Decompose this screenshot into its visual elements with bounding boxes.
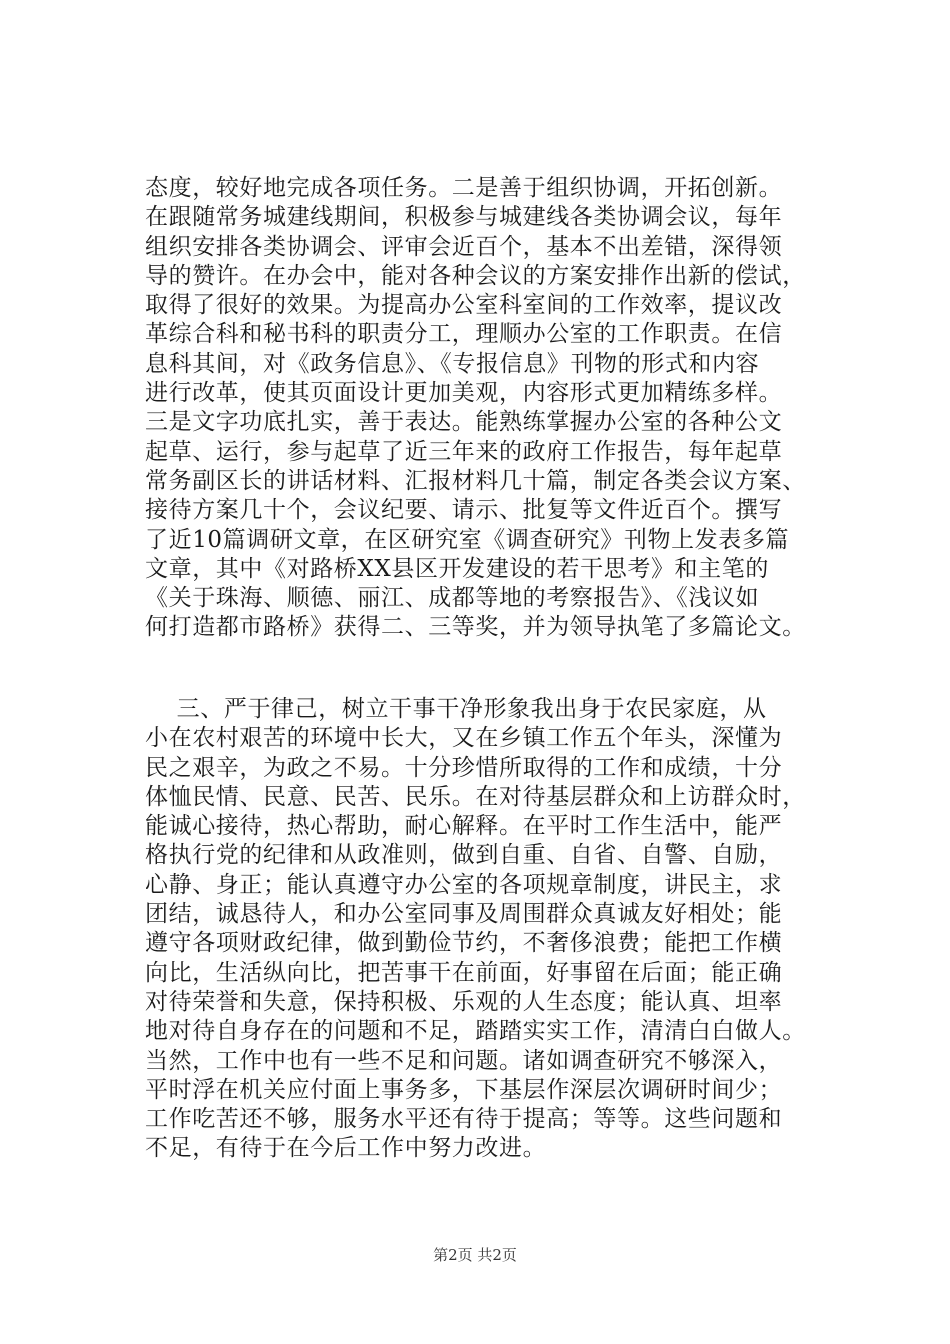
paragraph-line: 起草、运行，参与起草了近三年来的政府工作报告，每年起草 <box>145 438 783 465</box>
page-footer <box>0 1244 950 1265</box>
paragraph-line: 遵守各项财政纪律，做到勤俭节约，不奢侈浪费；能把工作横 <box>145 930 783 957</box>
paragraph-line: 文章，其中《对路桥XX县区开发建设的若干思考》和主笔的 <box>145 555 769 582</box>
paragraph-line: 常务副区长的讲话材料、汇报材料几十篇，制定各类会议方案、 <box>145 467 806 494</box>
paragraph-line: 态度，较好地完成各项任务。二是善于组织协调，开拓创新。 <box>145 175 783 201</box>
paragraph-line: 三、严于律己，树立干事干净形象我出身于农民家庭，从 <box>145 696 767 722</box>
paragraph-line: 《关于珠海、顺德、丽江、成都等地的考察报告》、《浅议如 <box>145 585 760 612</box>
paragraph-line: 格执行党的纪律和从政准则，做到自重、自省、自警、自励， <box>145 842 783 869</box>
paragraph-line: 当然，工作中也有一些不足和问题。诸如调查研究不够深入， <box>145 1047 783 1074</box>
paragraph-line: 何打造都市路桥》获得二、三等奖，并为领导执笔了多篇论文。 <box>145 614 806 641</box>
paragraph-line: 心静、身正；能认真遵守办公室的各项规章制度，讲民主，求 <box>145 871 783 898</box>
paragraph-line: 接待方案几十个，会议纪要、请示、批复等文件近百个。撰写 <box>145 497 783 524</box>
paragraph-line: 息科其间，对《政务信息》、《专报信息》刊物的形式和内容 <box>145 350 760 377</box>
paragraph-line: 地对待自身存在的问题和不足，踏踏实实工作，清清白白做人。 <box>145 1018 806 1045</box>
paragraph-line: 三是文字功底扎实，善于表达。能熟练掌握办公室的各种公文 <box>145 409 783 436</box>
paragraph-line: 民之艰辛，为政之不易。十分珍惜所取得的工作和成绩，十分 <box>145 754 783 781</box>
paragraph-line: 革综合科和秘书科的职责分工，理顺办公室的工作职责。在信 <box>145 321 783 348</box>
paragraph-line: 组织安排各类协调会、评审会近百个，基本不出差错，深得领 <box>145 233 783 260</box>
paragraph-line: 导的赞许。在办会中，能对各种会议的方案安排作出新的偿试， <box>145 262 806 289</box>
paragraph-line: 小在农村艰苦的环境中长大，又在乡镇工作五个年头，深懂为 <box>145 725 783 752</box>
paragraph-line: 进行改革，使其页面设计更加美观，内容形式更加精练多样。 <box>145 380 783 407</box>
paragraph-line: 在跟随常务城建线期间，积极参与城建线各类协调会议，每年 <box>145 204 783 231</box>
paragraph-2 <box>145 695 845 1164</box>
paragraph-line: 体恤民情、民意、民苦、民乐。在对待基层群众和上访群众时， <box>145 783 806 810</box>
paragraph-line: 能诚心接待，热心帮助，耐心解释。在平时工作生活中，能严 <box>145 813 783 840</box>
paragraph-line: 平时浮在机关应付面上事务多，下基层作深层次调研时间少； <box>145 1076 783 1103</box>
paragraph-line: 对待荣誉和失意，保持积极、乐观的人生态度；能认真、坦率 <box>145 988 783 1015</box>
paragraph-line: 团结，诚恳待人，和办公室同事及周围群众真诚友好相处；能 <box>145 901 783 928</box>
paragraph-line: 取得了很好的效果。为提高办公室科室间的工作效率，提议改 <box>145 292 783 319</box>
paragraph-1 <box>145 174 845 643</box>
paragraph-line: 工作吃苦还不够，服务水平还有待于提高；等等。这些问题和 <box>145 1106 783 1133</box>
paragraph-line: 向比，生活纵向比，把苦事干在前面，好事留在后面；能正确 <box>145 959 783 986</box>
paragraph-line: 不足，有待于在今后工作中努力改进。 <box>145 1135 547 1162</box>
paragraph-line: 了近10篇调研文章，在区研究室《调查研究》刊物上发表多篇 <box>145 526 790 553</box>
page-number-label: 第2页 共2页 <box>433 1246 517 1264</box>
